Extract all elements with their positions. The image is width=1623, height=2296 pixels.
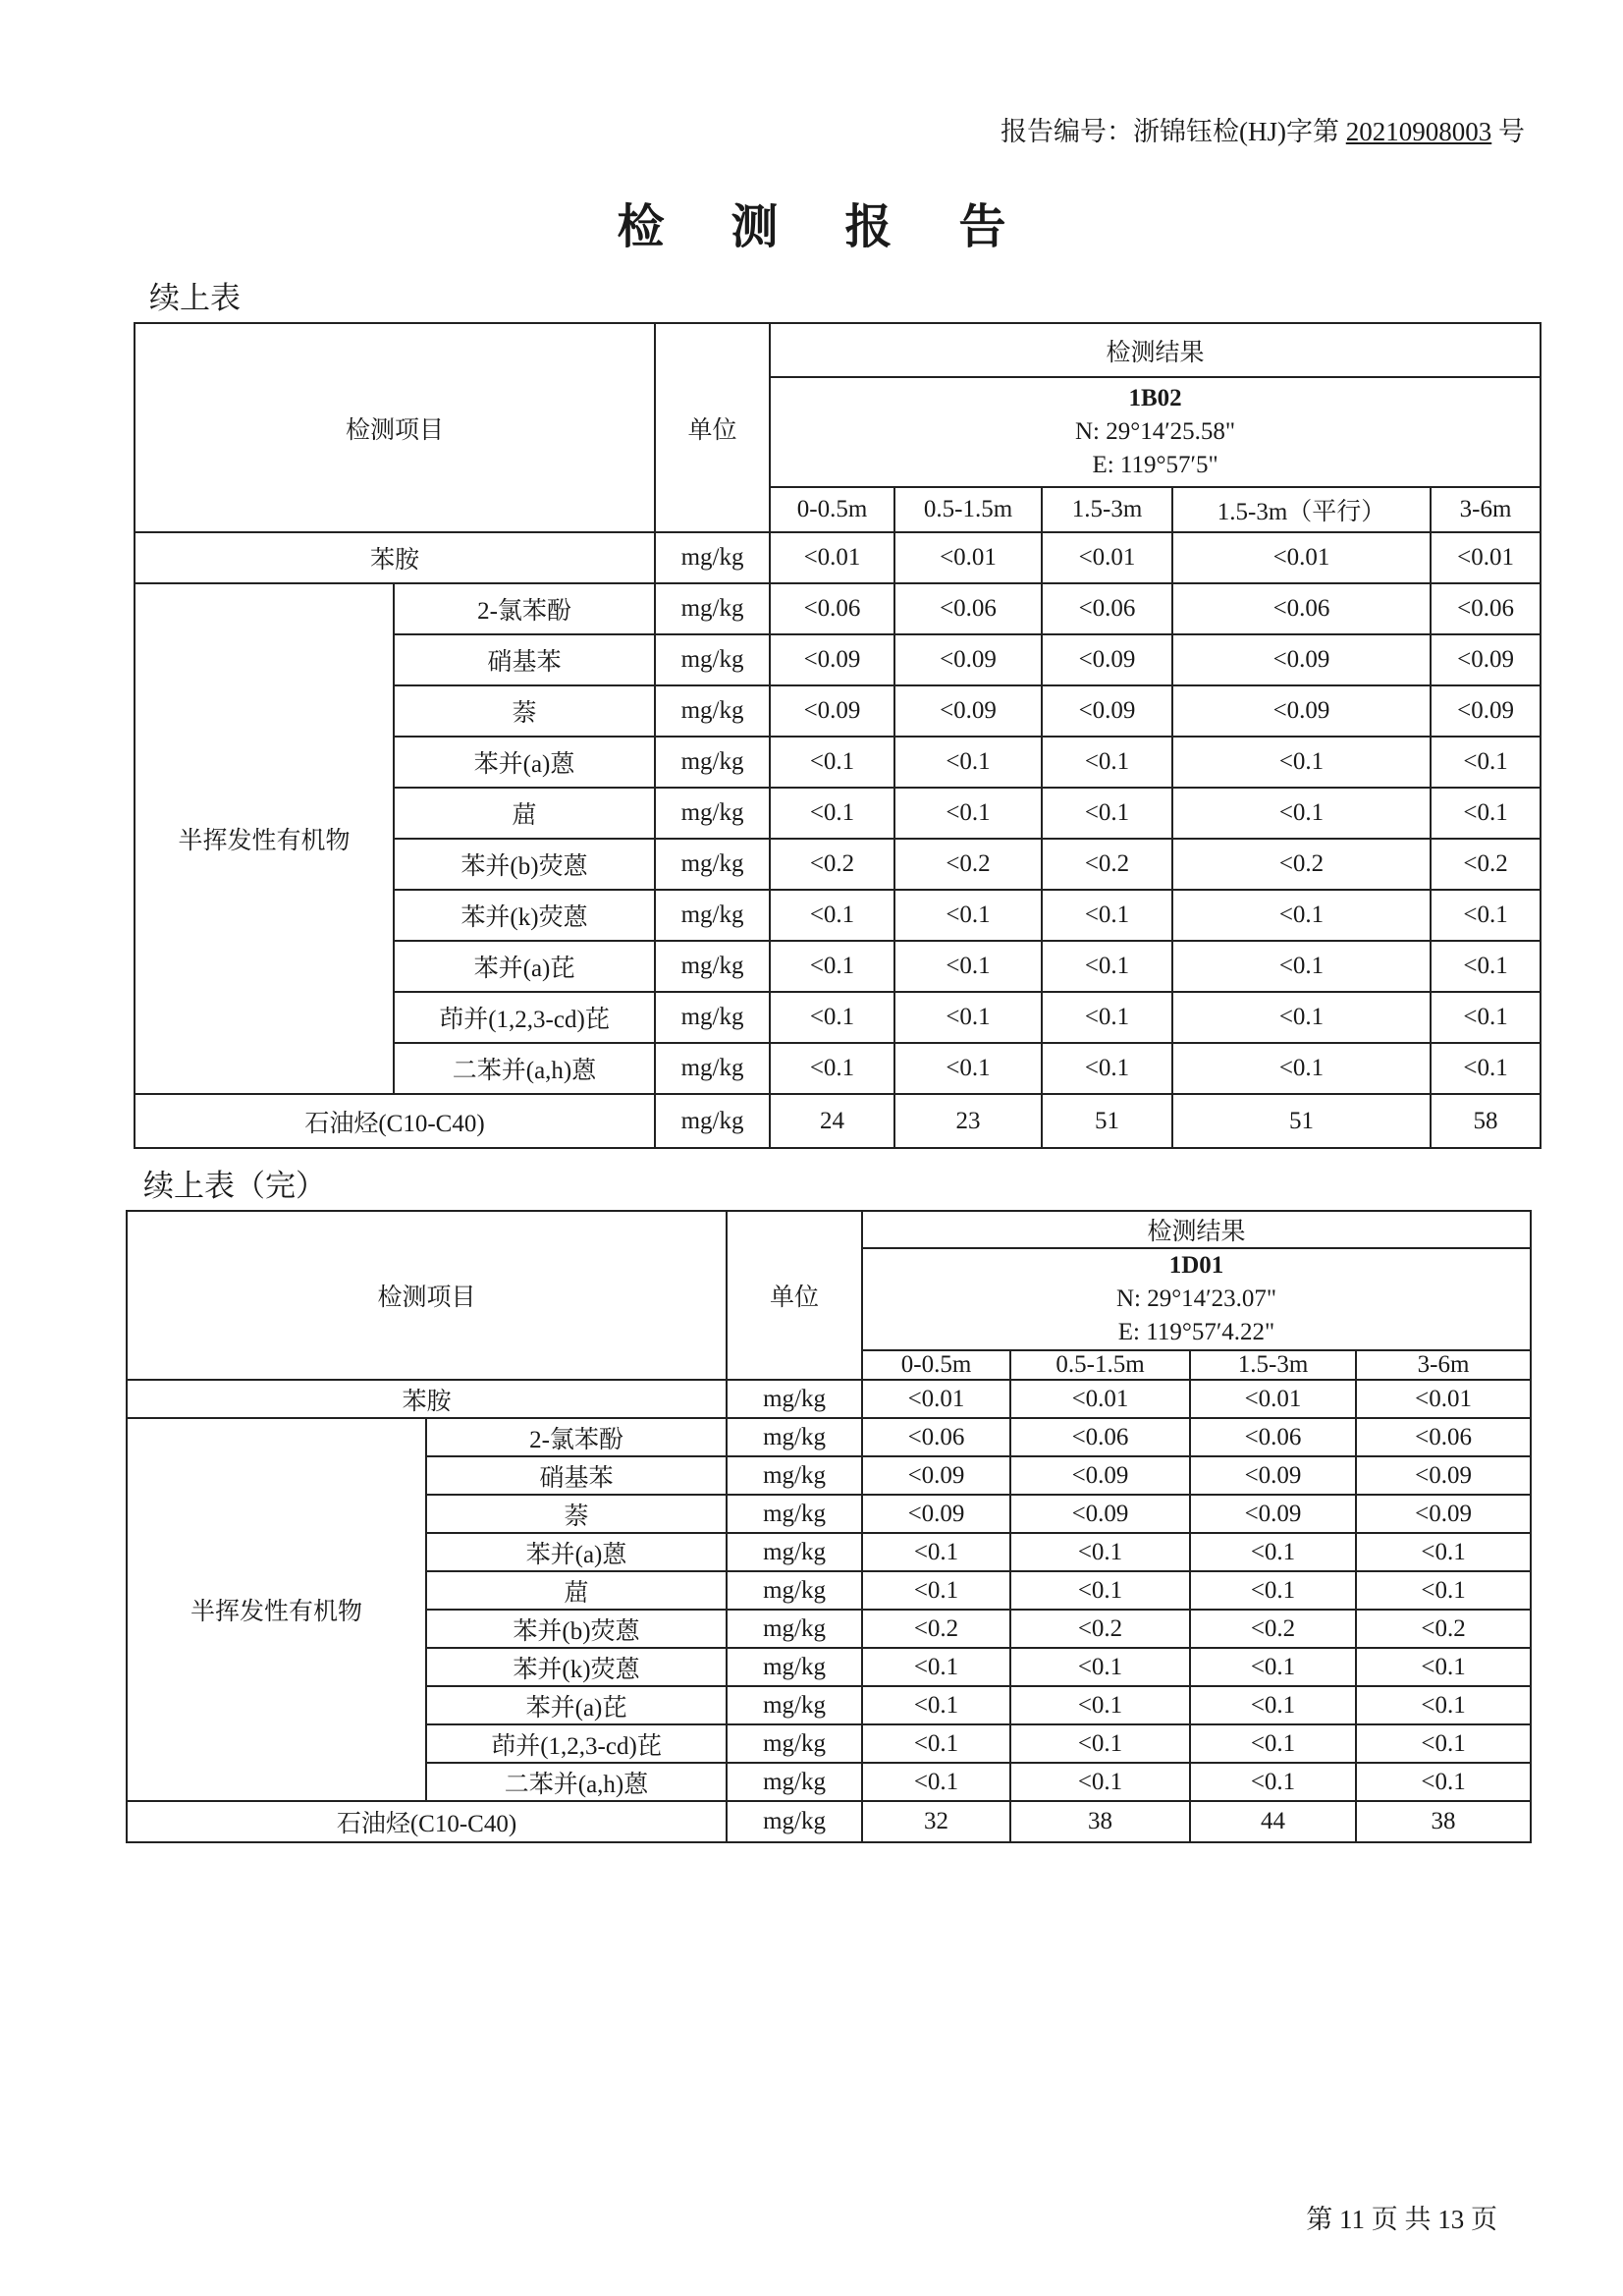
value-cell: <0.09	[1190, 1456, 1356, 1495]
value-cell: <0.1	[1431, 890, 1541, 941]
unit-cell: mg/kg	[655, 941, 770, 992]
value-cell: <0.09	[1172, 634, 1431, 685]
depth-header: 0-0.5m	[770, 487, 894, 532]
value-cell: <0.01	[770, 532, 894, 583]
value-cell: <0.09	[894, 634, 1042, 685]
value-cell: <0.1	[1172, 890, 1431, 941]
item-name: 苯并(a)芘	[426, 1686, 727, 1724]
value-cell: <0.09	[770, 634, 894, 685]
site-info	[770, 377, 1541, 487]
unit-cell: mg/kg	[655, 583, 770, 634]
value-cell: <0.1	[894, 737, 1042, 788]
value-cell: <0.1	[1172, 1043, 1431, 1094]
value-cell: <0.1	[1042, 737, 1172, 788]
document-title: 检 测 报 告	[617, 201, 1034, 253]
value-cell: <0.1	[894, 788, 1042, 839]
value-cell: <0.1	[770, 941, 894, 992]
unit-cell: mg/kg	[655, 788, 770, 839]
unit-cell: mg/kg	[727, 1763, 862, 1801]
unit-cell: mg/kg	[727, 1648, 862, 1686]
unit-header: 单位	[655, 323, 770, 532]
value-cell: <0.1	[894, 1043, 1042, 1094]
value-cell: <0.1	[1010, 1763, 1190, 1801]
results-header: 检测结果	[770, 323, 1541, 377]
item-name: 2-氯苯酚	[394, 583, 655, 634]
coord-north: N: 29°14′23.07"	[1115, 1285, 1277, 1312]
value-cell: <0.1	[1356, 1686, 1531, 1724]
value-cell: <0.06	[1172, 583, 1431, 634]
value-cell: <0.09	[1356, 1456, 1531, 1495]
results-table-1d01	[126, 1210, 1532, 1843]
coord-north: N: 29°14′25.58"	[1074, 418, 1236, 445]
table-row	[135, 532, 1541, 583]
value-cell: <0.1	[1172, 992, 1431, 1043]
value-cell: <0.2	[1356, 1610, 1531, 1648]
value-cell: <0.2	[894, 839, 1042, 890]
value-cell: <0.1	[1190, 1571, 1356, 1610]
value-cell: <0.1	[770, 788, 894, 839]
value-cell: <0.1	[1042, 1043, 1172, 1094]
item-name: 苯并(k)荧蒽	[394, 890, 655, 941]
value-cell: <0.09	[1356, 1495, 1531, 1533]
value-cell: <0.09	[1431, 685, 1541, 737]
value-cell: <0.09	[1042, 685, 1172, 737]
unit-header: 单位	[727, 1211, 862, 1380]
value-cell: <0.1	[1190, 1533, 1356, 1571]
page-number: 第 11 页 共 13 页	[1306, 2205, 1497, 2234]
item-name: 硝基苯	[426, 1456, 727, 1495]
depth-header: 1.5-3m	[1190, 1350, 1356, 1380]
report-prefix: 报告编号：浙锦钰检(HJ)字第	[1001, 117, 1346, 146]
value-cell: 23	[894, 1094, 1042, 1148]
unit-cell: mg/kg	[655, 532, 770, 583]
unit-cell: mg/kg	[655, 737, 770, 788]
site-id: 1B02	[1128, 385, 1182, 411]
value-cell: <0.1	[1356, 1571, 1531, 1610]
value-cell: <0.1	[1190, 1724, 1356, 1763]
coord-east: E: 119°57′4.22"	[1117, 1319, 1275, 1345]
value-cell: 24	[770, 1094, 894, 1148]
unit-cell: mg/kg	[727, 1495, 862, 1533]
unit-cell: mg/kg	[727, 1571, 862, 1610]
item-name: 苯并(a)芘	[394, 941, 655, 992]
value-cell: <0.01	[1356, 1380, 1531, 1418]
value-cell: <0.01	[1190, 1380, 1356, 1418]
group-label: 半挥发性有机物	[135, 583, 394, 1094]
item-name: 茚并(1,2,3-cd)芘	[394, 992, 655, 1043]
coord-east: E: 119°57′5"	[1092, 452, 1218, 478]
value-cell: <0.1	[1356, 1648, 1531, 1686]
value-cell: <0.06	[1356, 1418, 1531, 1456]
item-name: 二苯并(a,h)蒽	[426, 1763, 727, 1801]
unit-cell: mg/kg	[655, 685, 770, 737]
value-cell: <0.01	[1042, 532, 1172, 583]
value-cell: <0.1	[1431, 941, 1541, 992]
report-number-line	[1001, 110, 1525, 148]
item-name: 苯并(a)蒽	[394, 737, 655, 788]
unit-cell: mg/kg	[655, 1094, 770, 1148]
unit-cell: mg/kg	[727, 1610, 862, 1648]
value-cell: <0.1	[1356, 1763, 1531, 1801]
item-name: 苯并(b)荧蒽	[394, 839, 655, 890]
unit-cell: mg/kg	[655, 634, 770, 685]
unit-cell: mg/kg	[727, 1418, 862, 1456]
value-cell: 32	[862, 1801, 1010, 1842]
value-cell: <0.2	[1042, 839, 1172, 890]
value-cell: <0.1	[770, 737, 894, 788]
value-cell: <0.09	[1431, 634, 1541, 685]
value-cell: <0.06	[1042, 583, 1172, 634]
item-name: 苯并(k)荧蒽	[426, 1648, 727, 1686]
value-cell: <0.09	[1042, 634, 1172, 685]
value-cell: <0.1	[894, 890, 1042, 941]
value-cell: <0.09	[770, 685, 894, 737]
value-cell: <0.06	[770, 583, 894, 634]
group-label: 半挥发性有机物	[127, 1418, 426, 1801]
table-row	[135, 583, 1541, 634]
value-cell: <0.01	[1431, 532, 1541, 583]
value-cell: 44	[1190, 1801, 1356, 1842]
table2-caption: 续上表（完）	[143, 1169, 326, 1203]
unit-cell: mg/kg	[727, 1686, 862, 1724]
unit-cell: mg/kg	[727, 1456, 862, 1495]
value-cell: <0.1	[1042, 788, 1172, 839]
value-cell: <0.1	[894, 941, 1042, 992]
value-cell: <0.06	[1431, 583, 1541, 634]
item-name: 苯并(b)荧蒽	[426, 1610, 727, 1648]
value-cell: <0.1	[894, 992, 1042, 1043]
unit-cell: mg/kg	[655, 890, 770, 941]
value-cell: <0.1	[1042, 890, 1172, 941]
unit-cell: mg/kg	[727, 1533, 862, 1571]
unit-cell: mg/kg	[655, 839, 770, 890]
table-row	[127, 1418, 1531, 1456]
report-suffix: 号	[1491, 117, 1525, 146]
value-cell: <0.1	[770, 890, 894, 941]
depth-header: 0.5-1.5m	[894, 487, 1042, 532]
value-cell: <0.1	[1010, 1724, 1190, 1763]
value-cell: <0.1	[1190, 1648, 1356, 1686]
value-cell: <0.1	[1010, 1533, 1190, 1571]
value-cell: <0.1	[1431, 992, 1541, 1043]
table1-caption: 续上表	[149, 281, 241, 315]
value-cell: <0.01	[1010, 1380, 1190, 1418]
value-cell: <0.1	[1356, 1724, 1531, 1763]
unit-cell: mg/kg	[727, 1724, 862, 1763]
value-cell: <0.1	[1172, 941, 1431, 992]
value-cell: <0.1	[1431, 737, 1541, 788]
report-number: 20210908003	[1345, 117, 1492, 146]
value-cell: <0.1	[1010, 1648, 1190, 1686]
value-cell: <0.1	[1190, 1686, 1356, 1724]
item-name: 苯胺	[135, 532, 655, 583]
item-name: 石油烃(C10-C40)	[127, 1801, 727, 1842]
value-cell: <0.2	[1190, 1610, 1356, 1648]
value-cell: <0.1	[1356, 1533, 1531, 1571]
value-cell: 38	[1356, 1801, 1531, 1842]
item-name: 萘	[394, 685, 655, 737]
value-cell: <0.2	[1010, 1610, 1190, 1648]
value-cell: <0.1	[770, 992, 894, 1043]
value-cell: <0.2	[770, 839, 894, 890]
value-cell: <0.06	[894, 583, 1042, 634]
value-cell: <0.01	[1172, 532, 1431, 583]
table-row	[127, 1380, 1531, 1418]
item-name: 茚并(1,2,3-cd)芘	[426, 1724, 727, 1763]
value-cell: <0.01	[862, 1380, 1010, 1418]
item-name: 萘	[426, 1495, 727, 1533]
value-cell: <0.1	[862, 1763, 1010, 1801]
value-cell: <0.1	[1010, 1571, 1190, 1610]
value-cell: <0.1	[1042, 992, 1172, 1043]
value-cell: <0.09	[1010, 1456, 1190, 1495]
value-cell: <0.06	[1010, 1418, 1190, 1456]
results-table-1b02	[134, 322, 1542, 1149]
unit-cell: mg/kg	[727, 1380, 862, 1418]
depth-header: 0-0.5m	[862, 1350, 1010, 1380]
value-cell: 51	[1042, 1094, 1172, 1148]
value-cell: <0.09	[1172, 685, 1431, 737]
depth-header: 1.5-3m（平行）	[1172, 487, 1431, 532]
value-cell: <0.1	[862, 1571, 1010, 1610]
value-cell: <0.1	[1431, 788, 1541, 839]
value-cell: 38	[1010, 1801, 1190, 1842]
item-name: 䓛	[426, 1571, 727, 1610]
item-name: 石油烃(C10-C40)	[135, 1094, 655, 1148]
value-cell: <0.1	[862, 1533, 1010, 1571]
value-cell: <0.09	[862, 1456, 1010, 1495]
results-header: 检测结果	[862, 1211, 1531, 1248]
value-cell: <0.2	[862, 1610, 1010, 1648]
value-cell: 58	[1431, 1094, 1541, 1148]
item-header: 检测项目	[127, 1211, 727, 1380]
item-name: 苯胺	[127, 1380, 727, 1418]
item-name: 二苯并(a,h)蒽	[394, 1043, 655, 1094]
unit-cell: mg/kg	[655, 1043, 770, 1094]
value-cell: <0.01	[894, 532, 1042, 583]
table-row	[127, 1801, 1531, 1842]
unit-cell: mg/kg	[655, 992, 770, 1043]
value-cell: <0.1	[1172, 737, 1431, 788]
value-cell: <0.1	[1431, 1043, 1541, 1094]
value-cell: <0.06	[1190, 1418, 1356, 1456]
item-name: 䓛	[394, 788, 655, 839]
value-cell: <0.1	[1042, 941, 1172, 992]
value-cell: <0.1	[1010, 1686, 1190, 1724]
item-name: 苯并(a)蒽	[426, 1533, 727, 1571]
item-header: 检测项目	[135, 323, 655, 532]
depth-header: 0.5-1.5m	[1010, 1350, 1190, 1380]
value-cell: <0.1	[770, 1043, 894, 1094]
item-name: 硝基苯	[394, 634, 655, 685]
value-cell: <0.06	[862, 1418, 1010, 1456]
unit-cell: mg/kg	[727, 1801, 862, 1842]
value-cell: 51	[1172, 1094, 1431, 1148]
table-row	[135, 1094, 1541, 1148]
value-cell: <0.2	[1172, 839, 1431, 890]
depth-header: 3-6m	[1356, 1350, 1531, 1380]
value-cell: <0.1	[862, 1648, 1010, 1686]
depth-header: 3-6m	[1431, 487, 1541, 532]
site-info	[862, 1248, 1531, 1350]
value-cell: <0.1	[862, 1724, 1010, 1763]
value-cell: <0.1	[1190, 1763, 1356, 1801]
value-cell: <0.09	[862, 1495, 1010, 1533]
value-cell: <0.1	[1172, 788, 1431, 839]
value-cell: <0.2	[1431, 839, 1541, 890]
depth-header: 1.5-3m	[1042, 487, 1172, 532]
value-cell: <0.09	[1010, 1495, 1190, 1533]
value-cell: <0.1	[862, 1686, 1010, 1724]
site-id: 1D01	[1168, 1252, 1224, 1279]
value-cell: <0.09	[1190, 1495, 1356, 1533]
value-cell: <0.09	[894, 685, 1042, 737]
item-name: 2-氯苯酚	[426, 1418, 727, 1456]
